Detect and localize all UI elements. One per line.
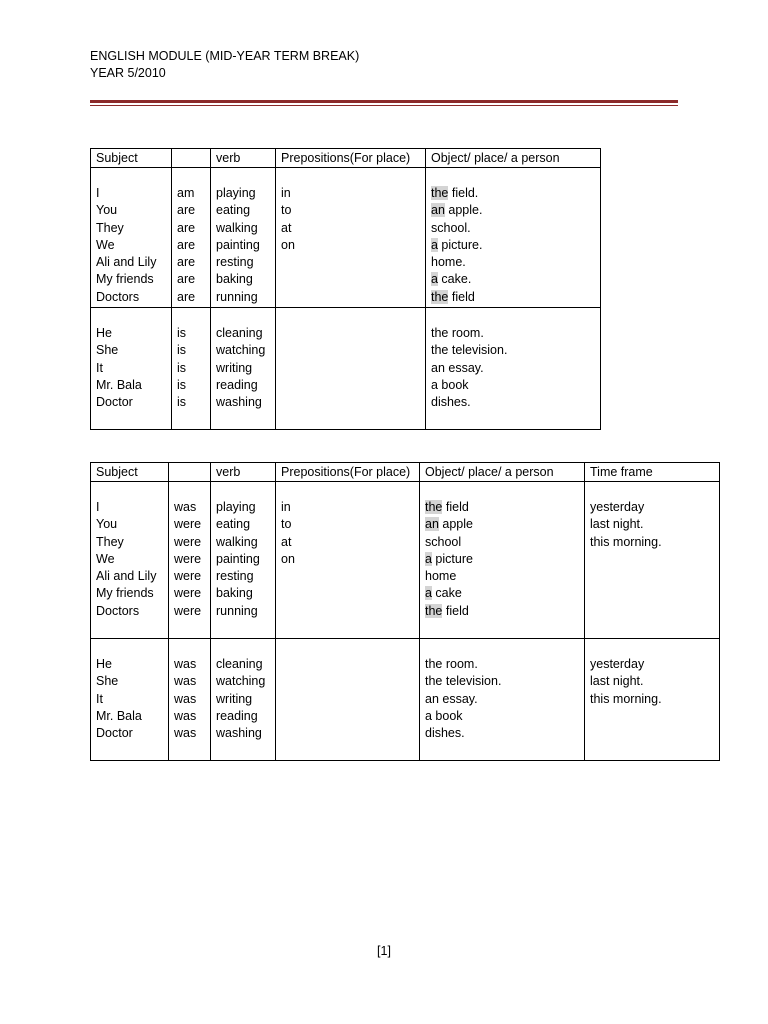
object-text: picture. <box>437 237 483 252</box>
verb-cell <box>211 168 276 308</box>
object-item <box>425 568 584 585</box>
be-verb: was <box>174 691 197 706</box>
object-item <box>425 534 584 551</box>
table-header-row <box>91 149 601 168</box>
be-verb: was <box>174 726 197 741</box>
row-spacer <box>431 168 600 185</box>
be-verb: were <box>174 534 202 549</box>
preposition: to <box>281 203 292 218</box>
subject: You <box>96 517 118 532</box>
preposition-cell <box>276 482 420 639</box>
time-frame-cell <box>585 639 720 761</box>
verb: resting <box>216 569 254 584</box>
time-frame: yesterday <box>590 657 645 671</box>
row-spacer <box>96 639 168 656</box>
subject-cell <box>91 308 172 430</box>
time-frame: this morning. <box>590 691 662 706</box>
subject-cell <box>91 168 172 308</box>
subject: My friends <box>96 272 154 287</box>
column-header: Prepositions(For place) <box>276 463 420 482</box>
row-spacer <box>177 308 210 325</box>
be-verb-cell <box>172 168 211 308</box>
object-item: dishes. <box>425 726 465 741</box>
preposition: at <box>281 534 292 549</box>
object-item <box>431 237 600 254</box>
column-header: Object/ place/ a person <box>420 463 585 482</box>
header-rule-thick <box>90 100 678 103</box>
be-verb: are <box>177 220 196 235</box>
object-item: the television. <box>431 343 508 358</box>
row-spacer <box>216 639 275 656</box>
object-item: the room. <box>425 657 478 671</box>
object-text: field <box>448 289 475 304</box>
object-item: the television. <box>425 674 502 689</box>
be-verb: is <box>177 343 187 358</box>
be-verb: were <box>174 586 202 601</box>
column-header: verb <box>211 149 276 168</box>
object-text: home. <box>431 255 466 270</box>
row-spacer <box>96 168 171 185</box>
subject-cell <box>91 482 169 639</box>
subject: Mr. Bala <box>96 708 142 723</box>
row-spacer <box>174 639 210 656</box>
verb: cleaning <box>216 657 263 671</box>
object-text: field <box>442 500 469 514</box>
preposition: in <box>281 186 291 200</box>
verb: walking <box>216 534 258 549</box>
verb: eating <box>216 203 251 218</box>
row-spacer <box>431 308 600 325</box>
row-spacer <box>96 482 168 499</box>
subject: He <box>96 326 112 340</box>
be-verb: were <box>174 603 202 618</box>
time-frame-cell <box>585 482 720 639</box>
be-verb: were <box>174 569 202 584</box>
header-rule-thin <box>90 105 678 106</box>
table-row-singular <box>91 308 601 430</box>
subject: You <box>96 203 118 218</box>
column-header <box>172 149 211 168</box>
table-row-plural <box>91 482 720 639</box>
table-row-singular <box>91 639 720 761</box>
object-item <box>431 254 600 271</box>
subject: We <box>96 237 115 252</box>
object-item <box>425 516 584 533</box>
document-header <box>90 48 359 82</box>
object-text: picture <box>431 551 473 566</box>
column-header: Object/ place/ a person <box>426 149 601 168</box>
row-spacer <box>96 308 171 325</box>
row-spacer <box>281 168 425 185</box>
preposition: in <box>281 500 291 514</box>
verb: baking <box>216 586 253 601</box>
verb: cleaning <box>216 326 263 340</box>
object-item <box>431 185 600 202</box>
subject: She <box>96 343 119 358</box>
object-text: cake. <box>437 272 472 287</box>
subject: I <box>96 186 100 200</box>
row-spacer <box>281 482 419 499</box>
time-frame: last night. <box>590 517 644 532</box>
verb: running <box>216 289 258 304</box>
subject-cell <box>91 639 169 761</box>
verb: washing <box>216 726 262 741</box>
row-spacer <box>174 482 210 499</box>
object-article: an <box>431 203 445 218</box>
be-verb: am <box>177 186 195 200</box>
preposition-cell <box>276 308 426 430</box>
row-spacer <box>590 639 719 656</box>
year-label: YEAR 5/2010 <box>90 66 166 80</box>
subject: Ali and Lily <box>96 569 157 584</box>
object-text: field. <box>448 186 479 200</box>
be-verb: was <box>174 657 197 671</box>
object-article: a <box>425 551 432 566</box>
object-article: a <box>425 586 432 601</box>
subject: They <box>96 220 124 235</box>
be-verb-cell <box>169 482 211 639</box>
object-item: a book <box>425 708 463 723</box>
module-title: ENGLISH MODULE (MID-YEAR TERM BREAK) <box>90 49 360 63</box>
object-item-cell <box>426 308 601 430</box>
be-verb: was <box>174 674 197 689</box>
table-header-row <box>91 463 720 482</box>
object-cell <box>420 482 585 639</box>
be-verb: were <box>174 517 202 532</box>
object-item: an essay. <box>431 360 484 375</box>
column-header: Prepositions(For place) <box>276 149 426 168</box>
object-text: apple <box>438 517 473 532</box>
preposition: on <box>281 551 295 566</box>
verb: walking <box>216 220 258 235</box>
row-spacer <box>425 482 584 499</box>
subject: Doctor <box>96 395 133 410</box>
object-text: home <box>425 569 457 584</box>
subject: Doctor <box>96 726 133 741</box>
object-text: school. <box>431 220 471 235</box>
row-spacer <box>425 639 584 656</box>
verb: running <box>216 603 258 618</box>
past-tense-table <box>90 462 720 761</box>
verb: eating <box>216 517 251 532</box>
time-frame: yesterday <box>590 500 645 514</box>
column-header: verb <box>211 463 276 482</box>
object-item <box>431 271 600 288</box>
verb: reading <box>216 708 258 723</box>
object-item <box>431 289 600 306</box>
column-header: Subject <box>91 149 172 168</box>
subject: He <box>96 657 112 671</box>
object-item: an essay. <box>425 691 478 706</box>
header-rule <box>90 100 678 106</box>
row-spacer <box>216 482 275 499</box>
object-article: a <box>431 272 438 287</box>
verb: writing <box>216 691 253 706</box>
column-header <box>169 463 211 482</box>
verb-cell <box>211 639 276 761</box>
verb: writing <box>216 360 253 375</box>
column-header: Time frame <box>585 463 720 482</box>
verb: playing <box>216 500 256 514</box>
time-frame: this morning. <box>590 534 662 549</box>
row-spacer <box>216 168 275 185</box>
object-item: a book <box>431 377 469 392</box>
object-item <box>425 603 584 620</box>
subject: Ali and Lily <box>96 255 157 270</box>
object-article: a <box>431 237 438 252</box>
preposition: to <box>281 517 292 532</box>
subject: Mr. Bala <box>96 377 142 392</box>
be-verb: are <box>177 255 196 270</box>
row-spacer <box>216 308 275 325</box>
object-item <box>425 551 584 568</box>
subject: They <box>96 534 124 549</box>
be-verb: are <box>177 203 196 218</box>
subject: My friends <box>96 586 154 601</box>
object-cell <box>426 168 601 308</box>
be-verb: is <box>177 360 187 375</box>
be-verb: is <box>177 377 187 392</box>
be-verb: was <box>174 708 197 723</box>
verb-cell <box>211 482 276 639</box>
verb: reading <box>216 377 258 392</box>
object-item <box>431 202 600 219</box>
row-spacer <box>177 168 210 185</box>
verb: watching <box>216 674 266 689</box>
be-verb: were <box>174 551 202 566</box>
object-article: the <box>431 186 449 200</box>
be-verb: are <box>177 237 196 252</box>
object-article: the <box>425 500 443 514</box>
be-verb: are <box>177 289 196 304</box>
preposition-cell <box>276 639 420 761</box>
object-item-cell <box>420 639 585 761</box>
subject: It <box>96 691 103 706</box>
object-item: the room. <box>431 326 484 340</box>
verb: playing <box>216 186 256 200</box>
verb: resting <box>216 255 254 270</box>
row-spacer <box>590 482 719 499</box>
be-verb-cell <box>172 308 211 430</box>
be-verb: are <box>177 272 196 287</box>
subject: I <box>96 500 100 514</box>
object-text: cake <box>431 586 462 601</box>
subject: It <box>96 360 103 375</box>
column-header: Subject <box>91 463 169 482</box>
be-verb: is <box>177 395 187 410</box>
object-text: school <box>425 534 462 549</box>
time-frame: last night. <box>590 674 644 689</box>
object-item <box>431 220 600 237</box>
be-verb-cell <box>169 639 211 761</box>
object-item <box>425 585 584 602</box>
subject: She <box>96 674 119 689</box>
subject: Doctors <box>96 603 140 618</box>
verb: baking <box>216 272 253 287</box>
table-row-plural <box>91 168 601 308</box>
object-item: dishes. <box>431 395 471 410</box>
subject: We <box>96 551 115 566</box>
present-tense-table <box>90 148 601 430</box>
verb-cell <box>211 308 276 430</box>
object-item <box>425 499 584 516</box>
object-article: an <box>425 517 439 532</box>
be-verb: is <box>177 326 187 340</box>
object-article: the <box>431 289 449 304</box>
preposition: on <box>281 237 295 252</box>
be-verb: was <box>174 500 197 514</box>
object-article: the <box>425 603 443 618</box>
verb: washing <box>216 395 262 410</box>
subject: Doctors <box>96 289 140 304</box>
object-text: apple. <box>444 203 483 218</box>
preposition-cell <box>276 168 426 308</box>
object-text: field <box>442 603 469 618</box>
page-number: [1] <box>377 944 391 958</box>
preposition: at <box>281 220 292 235</box>
verb: painting <box>216 551 260 566</box>
verb: watching <box>216 343 266 358</box>
verb: painting <box>216 237 260 252</box>
